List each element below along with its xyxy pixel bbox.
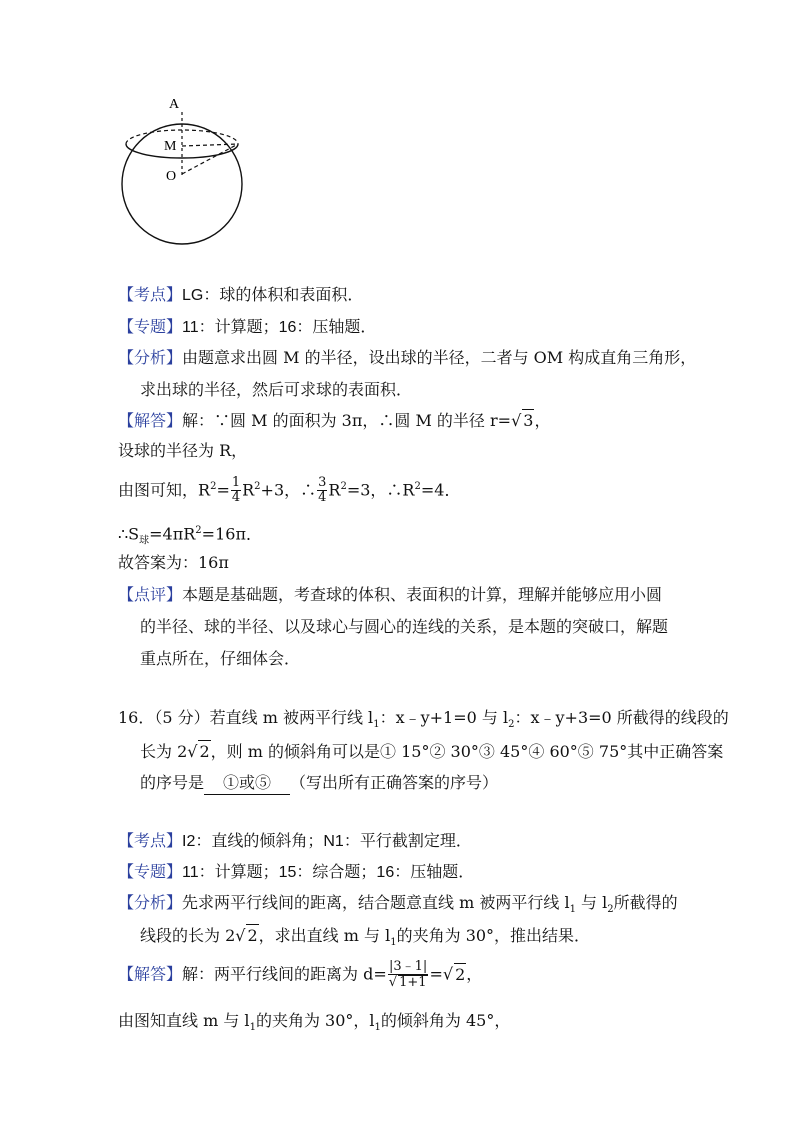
q15-fenxi-2: 求出球的半径，然后可求球的表面积．	[140, 380, 413, 399]
q15-line-2: 设球的半径为 R，	[118, 441, 248, 460]
q16-last-line: 由图知直线 m 与 $l_1$的夹角为 30°，$l_1$的倾斜角为 45°，	[118, 1011, 511, 1034]
q15-line-5: 故答案为：16π	[118, 553, 229, 572]
q15-line-4: $\therefore S_球=4\pi R^2=16\pi$．	[118, 524, 262, 547]
q16-zhuanti: 【专题】11：计算题；15：综合题；16：压轴题．	[118, 862, 475, 881]
answer-blank: ①或⑤	[204, 772, 290, 795]
kaodian-tag: 【考点】	[118, 285, 183, 304]
q15-dianping-3: 重点所在，仔细体会．	[140, 649, 301, 668]
q15-kaodian: 【考点】LG：球的体积和表面积．	[118, 285, 364, 304]
fenxi-tag: 【分析】	[118, 893, 183, 912]
fenxi-tag: 【分析】	[118, 348, 183, 367]
q16-jieda-1: 【解答】解：两平行线间的距离为 d= $\frac{|3﹣1|}{√ 1+1}$ =√ 2，	[118, 959, 483, 990]
q15-dianping-2: 的半径、球的半径、以及球心与圆心的连线的关系，是本题的突破口，解题	[140, 617, 669, 636]
radius-m	[182, 144, 238, 146]
kaodian-tag: 【考点】	[118, 831, 183, 850]
fraction-1-4: $\frac{1}{4}$	[231, 475, 241, 506]
jieda-tag: 【解答】	[118, 964, 183, 984]
label-o: O	[166, 169, 177, 184]
q16-fenxi-2: 线段的长为 2√ 2，求出直线 m 与 $l_1$的夹角为 30°，推出结果．	[140, 926, 591, 949]
fraction-3-4: $\frac{3}{4}$	[318, 475, 327, 506]
q15-dianping-1: 【点评】本题是基础题，考查球的体积、表面积的计算，理解并能够应用小圆	[118, 585, 663, 604]
q16-kaodian: 【考点】I2：直线的倾斜角；N1：平行截割定理．	[118, 831, 472, 850]
q15-fenxi-1: 【分析】由题意求出圆 M 的半径，设出球的半径，二者与 OM 构成直角三角形，	[118, 348, 697, 367]
jieda-tag: 【解答】	[118, 411, 183, 430]
label-a: A	[169, 97, 180, 112]
q16-fenxi-1: 【分析】先求两平行线间的距离，结合题意直线 m 被两平行线 $l_1$ 与 $l_2$所截得的	[118, 893, 678, 916]
q16-stem-3: 的序号是 ①或⑤ （写出所有正确答案的序号）	[140, 772, 498, 795]
q15-jieda-1: 【解答】解：∵圆 M 的面积为 3π，∴圆 M 的半径 r=√ 3，	[118, 411, 551, 430]
q15-line-3: 由图可知，$R^2=$ $\frac{1}{4}$ $R^2+3$，∴ $\frac{3}{4}$ $R^2=3$，$\therefore R^2=4$．	[118, 475, 461, 506]
q16-stem-1: 16．（5 分）若直线 m 被两平行线 $l_1$：x﹣y+1=0 与 $l_2$：x﹣y+3=0 所截得的线段的	[118, 708, 729, 731]
dianping-tag: 【点评】	[118, 585, 183, 604]
sphere-figure	[116, 94, 256, 254]
label-m: M	[164, 139, 177, 154]
zhuanti-tag: 【专题】	[118, 862, 183, 881]
q15-zhuanti: 【专题】11：计算题；16：压轴题．	[118, 317, 377, 336]
zhuanti-tag: 【专题】	[118, 317, 183, 336]
q16-stem-2: 长为 2√ 2，则 m 的倾斜角可以是① 15°② 30°③ 45°④ 60°⑤ 75°其中正确答案	[140, 742, 724, 761]
distance-fraction: $\frac{|3﹣1|}{√ 1+1}$	[388, 959, 428, 990]
